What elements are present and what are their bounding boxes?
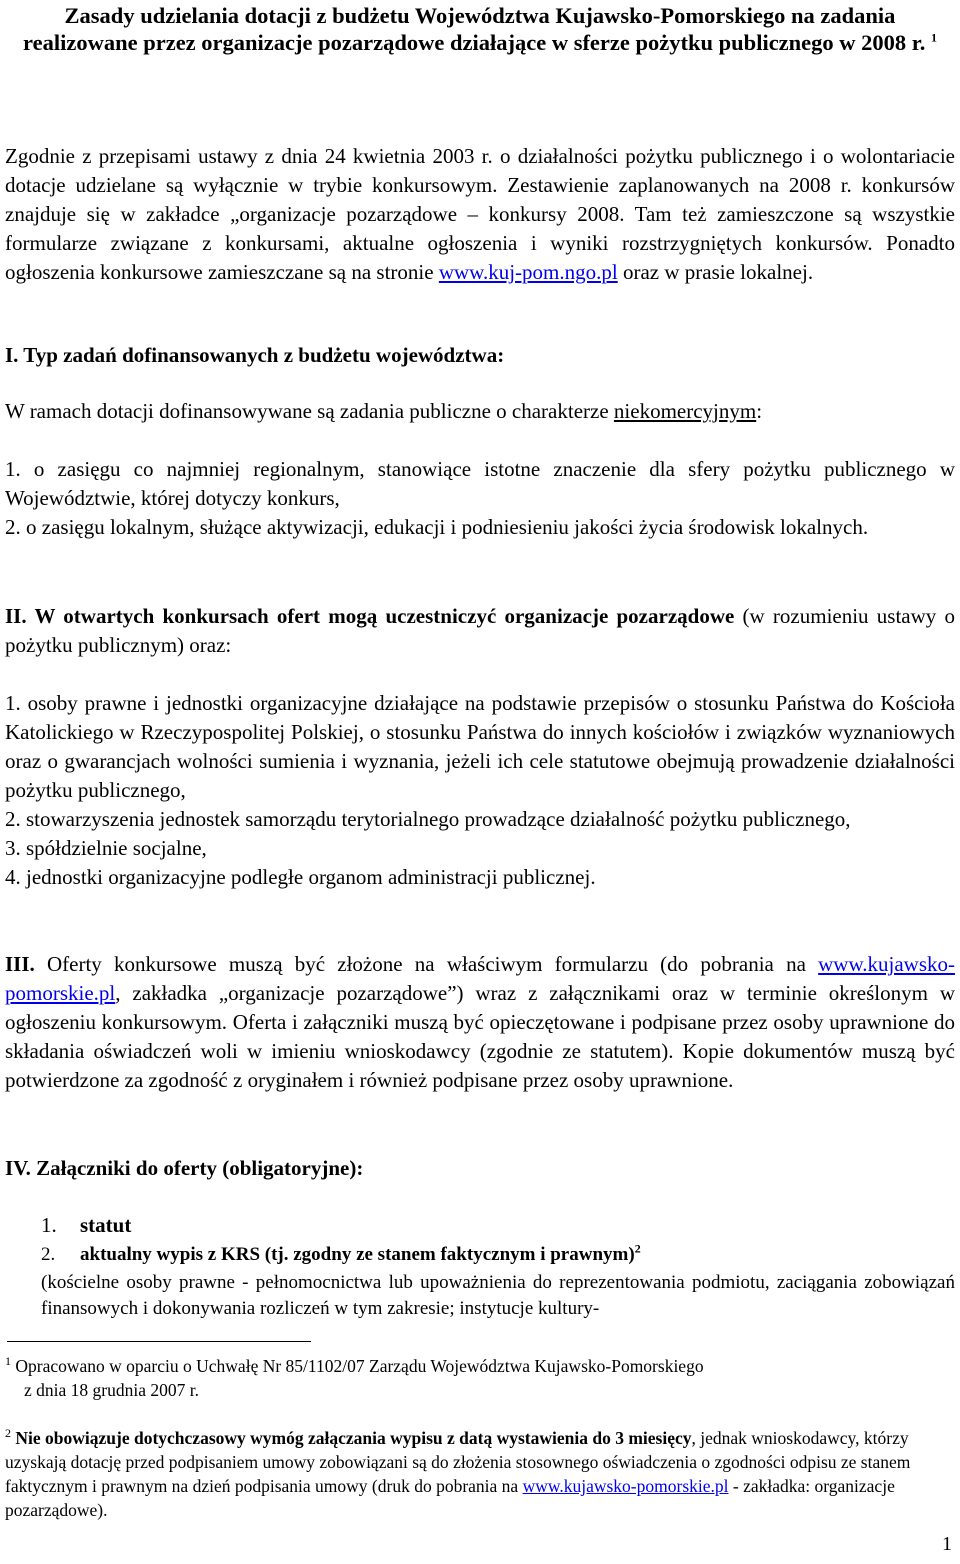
section-1-lead-colon: : <box>756 399 763 423</box>
section-3-text-end: , zakładka „organizacje pozarządowe”) wraz z załącznikami oraz w terminie określonym w ogłoszeniu konkursowym. Oferta i załączniki muszą być opieczętowane i podpisane przez osoby uprawnione do składania oświadczeń woli w imieniu wnioskodawcy (zgodnie ze statutem). Kopie dokumentów muszą być potwierdzone za zgodność z oryginałem i również podpisane przez osoby uprawnione. <box>5 981 955 1092</box>
list-item: 1. osoby prawne i jednostki organizacyjne działające na podstawie przepisów o stosunku Państwa do Kościoła Katolickiego w Rzeczypospolitej Polskiej, o stosunku Państwa do innych kościołów i związków wyznaniowych oraz o gwarancjach wolności sumienia i wyznania, jeżeli ich cele statutowe obejmują prowadzenie działalności pożytku publicznego, <box>5 691 955 802</box>
section-4 <box>5 1154 955 1183</box>
section-1-lead-underlined: niekomercyjnym <box>613 399 757 423</box>
document-page <box>5 0 955 1520</box>
section-1-list <box>5 455 955 542</box>
section-2 <box>5 602 955 892</box>
page-number: 1 <box>942 1533 952 1555</box>
attachment-footnote-ref[interactable]: 2 <box>634 1241 641 1256</box>
footnote-1-line-2: z dnia 18 grudnia 2007 r. <box>24 1380 199 1400</box>
list-item: 4. jednostki organizacyjne podległe organom administracji publicznej. <box>5 865 596 889</box>
section-1-lead-text: W ramach dotacji dofinansowywane są zadania publiczne o charakterze <box>5 399 614 423</box>
title-footnote-ref[interactable]: 1 <box>930 30 937 45</box>
attachments-list <box>41 1210 955 1322</box>
footnote-separator <box>7 1341 311 1342</box>
intro-text-end: oraz w prasie lokalnej. <box>617 260 814 284</box>
section-1-lead <box>5 397 955 426</box>
section-2-heading <box>5 602 955 660</box>
footnote-2-bold: Nie obowiązuje dotychczasowy wymóg załączania wypisu z datą wystawienia do 3 miesięcy <box>15 1428 692 1448</box>
footnote-2 <box>5 1426 915 1522</box>
footnote-1-line-1: Opracowano w oparciu o Uchwałę Nr 85/1102/07 Zarządu Województwa Kujawsko-Pomorskiego <box>15 1356 704 1376</box>
section-3 <box>5 950 955 1095</box>
section-1 <box>5 341 955 542</box>
footnote-1 <box>5 1354 915 1402</box>
attachment-item <box>41 1240 955 1270</box>
section-1-heading: I. Typ zadań dofinansowanych z budżetu województwa: <box>5 343 505 367</box>
footnote-number: 1 <box>5 1354 11 1369</box>
section-3-text: Oferty konkursowe muszą być złożone na właściwym formularzu (do pobrania na <box>34 952 819 976</box>
intro-paragraph <box>5 142 955 287</box>
kuj-pom-link[interactable]: www.kuj-pom.ngo.pl <box>438 260 618 284</box>
attachment-note: (kościelne osoby prawne - pełnomocnictwa lub upoważnienia do reprezentowania podmiotu, zaciągania zobowiązań finansowych i dokonywania rozliczeń w tym zakresie; instytucje kultury- <box>41 1272 955 1319</box>
footnote-number: 2 <box>5 1426 11 1441</box>
attachment-text: aktualny wypis z KRS (tj. zgodny ze stanem faktycznym i prawnym) <box>80 1244 635 1265</box>
list-item: 2. stowarzyszenia jednostek samorządu terytorialnego prowadzące działalność pożytku publicznego, <box>5 807 851 831</box>
footnote-2-text: , jednak wnioskodawcy, którzy uzyskają dotację przed podpisaniem umowy zobowiązani są do złożenia stosownego oświadczenia o zgodności odpisu ze stanem faktycznym i prawnym na dzień podpisania umowy (druk do pobrania na <box>5 1428 911 1496</box>
intro-text: Zgodnie z przepisami ustawy z dnia 24 kwietnia 2003 r. o działalności pożytku publicznego i o wolontariacie dotacje udzielane są wyłącznie w trybie konkursowym. Zestawienie zaplanowanych na 2008 r. konkursów znajduje się w zakładce „organizacje pozarządowe – konkursy 2008. Tam też zamieszczone są wszystkie formularze związane z konkursami, aktualne ogłoszenia i wyniki rozstrzygniętych konkursów. Ponadto ogłoszenia konkursowe zamieszczane są na stronie <box>5 144 955 284</box>
list-item: 3. spółdzielnie socjalne, <box>5 836 207 860</box>
section-3-paragraph <box>5 950 955 1095</box>
attachment-text: statut <box>80 1213 132 1237</box>
title-text: Zasady udzielania dotacji z budżetu Województwa Kujawsko-Pomorskiego na zadania realizowane przez organizacje pozarządowe działające w sferze pożytku publicznego w 2008 r. <box>23 3 926 55</box>
section-3-heading: III. <box>5 952 35 976</box>
attachment-number: 1. <box>41 1213 57 1237</box>
kujawsko-pomorskie-link[interactable]: www.kujawsko-pomorskie.pl <box>5 952 955 1005</box>
section-2-list <box>5 689 955 892</box>
section-2-heading-rest: (w rozumieniu ustawy o pożytku publicznym) oraz: <box>5 604 955 657</box>
list-item: 2. o zasięgu lokalnym, służące aktywizacji, edukacji i podniesieniu jakości życia środowisk lokalnych. <box>5 515 869 539</box>
section-2-heading-bold: II. W otwartych konkursach ofert mogą uczestniczyć organizacje pozarządowe <box>5 604 735 628</box>
attachment-number: 2. <box>41 1244 56 1265</box>
document-title <box>5 0 955 56</box>
footnote-2-text-end: - zakładka: organizacje pozarządowe). <box>5 1476 895 1520</box>
footnote-2-link[interactable]: www.kujawsko-pomorskie.pl <box>522 1476 729 1496</box>
section-4-heading: IV. Załączniki do oferty (obligatoryjne): <box>5 1156 364 1180</box>
attachment-item <box>41 1210 955 1240</box>
list-item: 1. o zasięgu co najmniej regionalnym, stanowiące istotne znaczenie dla sfery pożytku publicznego w Województwie, której dotyczy konkurs, <box>5 457 955 510</box>
